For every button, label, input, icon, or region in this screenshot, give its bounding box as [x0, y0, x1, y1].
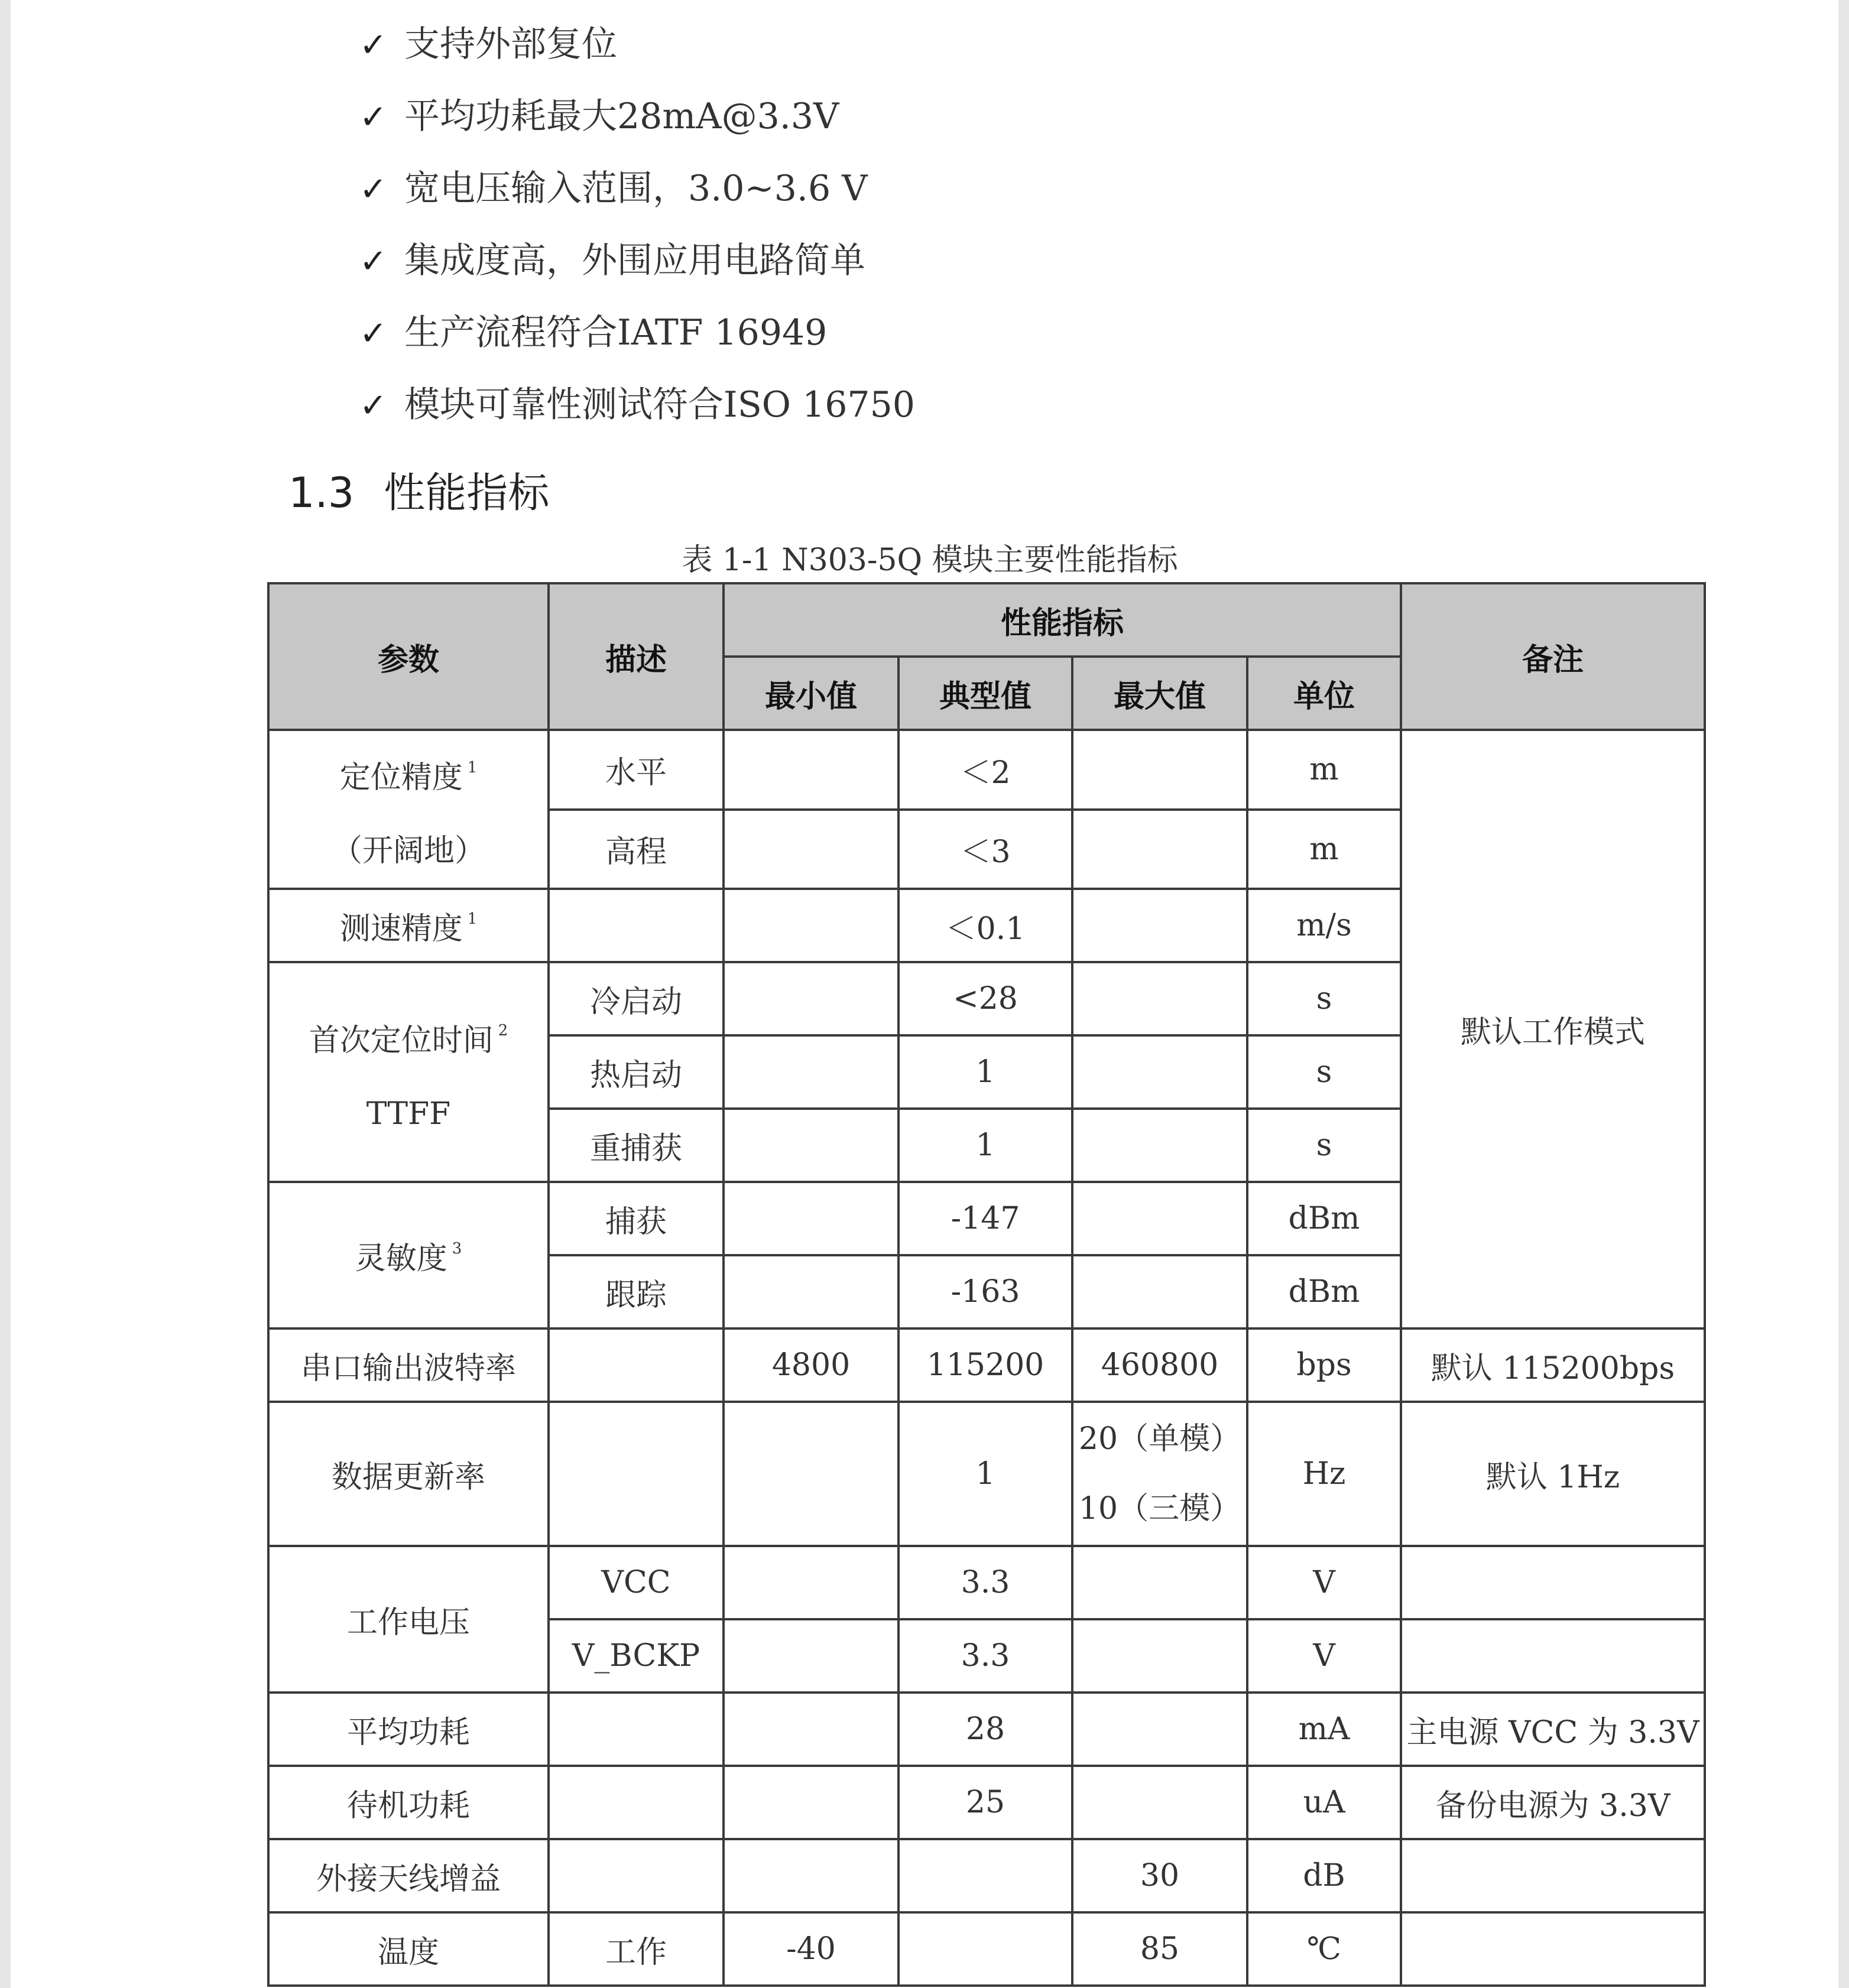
min-cell: [724, 1619, 898, 1693]
max-cell: 85: [1072, 1912, 1247, 1986]
table-row: [268, 1839, 1705, 1912]
unit-cell: ℃: [1247, 1912, 1401, 1986]
header-desc: 描述: [549, 583, 724, 730]
max-cell: [1072, 1109, 1247, 1182]
max-cell: 30: [1072, 1839, 1247, 1912]
unit-cell: bps: [1247, 1328, 1401, 1402]
document-page: [11, 0, 1838, 1988]
param-cell: 首次定位时间 $^2$ TTFF: [268, 962, 549, 1182]
unit-cell: V: [1247, 1546, 1401, 1619]
table-row: [268, 1693, 1705, 1766]
min-cell: -40: [724, 1912, 898, 1986]
feature-item: ✓ 生产流程符合IATF 16949: [359, 306, 915, 378]
section-number: 1.3: [288, 469, 355, 517]
header-note: 备注: [1401, 583, 1705, 730]
desc-cell: V_BCKP: [549, 1619, 724, 1693]
desc-cell: 工作: [549, 1912, 724, 1986]
unit-cell: dB: [1247, 1839, 1401, 1912]
min-cell: [724, 889, 898, 962]
max-cell: [1072, 1619, 1247, 1693]
header-param: 参数: [268, 583, 549, 730]
unit-cell: m/s: [1247, 889, 1401, 962]
feature-item: ✓ 宽电压输入范围，3.0~3.6 V: [359, 162, 915, 234]
feature-item: ✓ 模块可靠性测试符合ISO 16750: [359, 378, 915, 450]
typ-cell: [898, 1912, 1072, 1986]
param-cell: 平均功耗: [268, 1693, 549, 1766]
unit-cell: mA: [1247, 1693, 1401, 1766]
note-cell: 默认工作模式: [1401, 730, 1705, 1328]
desc-cell: 水平: [549, 730, 724, 810]
check-icon: ✓: [359, 26, 387, 64]
param-cell: 灵敏度 $^3$: [268, 1182, 549, 1328]
unit-cell: uA: [1247, 1766, 1401, 1839]
typ-cell: 25: [898, 1766, 1072, 1839]
note-cell: [1401, 1839, 1705, 1912]
param-cell: 工作电压: [268, 1546, 549, 1693]
min-cell: [724, 1109, 898, 1182]
unit-cell: s: [1247, 1109, 1401, 1182]
param-cell: 串口输出波特率: [268, 1328, 549, 1402]
desc-cell: 跟踪: [549, 1255, 724, 1328]
table-row: [268, 1766, 1705, 1839]
table-row: [268, 1546, 1705, 1619]
typ-cell: 1: [898, 1035, 1072, 1109]
header-typ: 典型值: [898, 657, 1072, 730]
desc-cell: 捕获: [549, 1182, 724, 1255]
feature-item: ✓ 集成度高，外围应用电路简单: [359, 234, 915, 306]
max-cell: [1072, 962, 1247, 1035]
check-icon: ✓: [359, 242, 387, 281]
feature-list: [359, 18, 915, 450]
typ-cell: 3.3: [898, 1546, 1072, 1619]
max-cell: 460800: [1072, 1328, 1247, 1402]
check-icon: ✓: [359, 98, 387, 137]
max-cell: [1072, 1182, 1247, 1255]
header-perf: 性能指标: [724, 583, 1401, 657]
desc-cell: [549, 1766, 724, 1839]
feature-item: ✓ 平均功耗最大28mA@3.3V: [359, 90, 915, 162]
spec-table: [267, 582, 1706, 1987]
table-row: [268, 1912, 1705, 1986]
typ-cell: -163: [898, 1255, 1072, 1328]
typ-cell: 1: [898, 1402, 1072, 1546]
section-heading: [288, 460, 549, 519]
typ-cell: [898, 1839, 1072, 1912]
table-row: [268, 1328, 1705, 1402]
header-max: 最大值: [1072, 657, 1247, 730]
typ-cell: 1: [898, 1109, 1072, 1182]
unit-cell: m: [1247, 810, 1401, 889]
note-cell: [1401, 1912, 1705, 1986]
typ-cell: ＜0.1: [898, 889, 1072, 962]
param-cell: 定位精度 $^1$ （开阔地）: [268, 730, 549, 889]
note-cell: [1401, 1546, 1705, 1619]
desc-cell: 高程: [549, 810, 724, 889]
desc-cell: 热启动: [549, 1035, 724, 1109]
min-cell: [724, 730, 898, 810]
min-cell: [724, 1402, 898, 1546]
min-cell: [724, 1255, 898, 1328]
max-cell: [1072, 1766, 1247, 1839]
desc-cell: 重捕获: [549, 1109, 724, 1182]
max-cell: [1072, 1546, 1247, 1619]
typ-cell: -147: [898, 1182, 1072, 1255]
min-cell: [724, 1693, 898, 1766]
note-cell: 主电源 VCC 为 3.3V: [1401, 1693, 1705, 1766]
max-cell: [1072, 1255, 1247, 1328]
typ-cell: 28: [898, 1693, 1072, 1766]
min-cell: 4800: [724, 1328, 898, 1402]
note-cell: 默认 115200bps: [1401, 1328, 1705, 1402]
min-cell: [724, 1035, 898, 1109]
section-title: 性能指标: [384, 469, 550, 517]
check-icon: ✓: [359, 170, 387, 209]
param-cell: 测速精度 $^1$: [268, 889, 549, 962]
feature-item: ✓ 支持外部复位: [359, 18, 915, 90]
min-cell: [724, 1766, 898, 1839]
param-cell: 温度: [268, 1912, 549, 1986]
table-row: [268, 730, 1705, 810]
typ-cell: 115200: [898, 1328, 1072, 1402]
desc-cell: [549, 889, 724, 962]
desc-cell: [549, 1402, 724, 1546]
param-cell: 数据更新率: [268, 1402, 549, 1546]
desc-cell: [549, 1328, 724, 1402]
max-cell: [1072, 1035, 1247, 1109]
note-cell: 默认 1Hz: [1401, 1402, 1705, 1546]
table-header-row: [268, 583, 1705, 657]
desc-cell: VCC: [549, 1546, 724, 1619]
param-cell: 待机功耗: [268, 1766, 549, 1839]
min-cell: [724, 1839, 898, 1912]
min-cell: [724, 1182, 898, 1255]
unit-cell: dBm: [1247, 1182, 1401, 1255]
table-row: [268, 1402, 1705, 1546]
typ-cell: 3.3: [898, 1619, 1072, 1693]
max-cell: [1072, 810, 1247, 889]
typ-cell: ＜3: [898, 810, 1072, 889]
check-icon: ✓: [359, 386, 387, 425]
min-cell: [724, 810, 898, 889]
desc-cell: 冷启动: [549, 962, 724, 1035]
check-icon: ✓: [359, 314, 387, 353]
unit-cell: s: [1247, 1035, 1401, 1109]
desc-cell: [549, 1693, 724, 1766]
unit-cell: V: [1247, 1619, 1401, 1693]
param-cell: 外接天线增益: [268, 1839, 549, 1912]
max-cell: [1072, 1693, 1247, 1766]
desc-cell: [549, 1839, 724, 1912]
table-caption: 表 1-1 N303-5Q 模块主要性能指标: [682, 543, 1178, 578]
unit-cell: Hz: [1247, 1402, 1401, 1546]
min-cell: [724, 962, 898, 1035]
note-cell: [1401, 1619, 1705, 1693]
typ-cell: <28: [898, 962, 1072, 1035]
max-cell: 20（单模） 10（三模）: [1072, 1402, 1247, 1546]
max-cell: [1072, 889, 1247, 962]
typ-cell: ＜2: [898, 730, 1072, 810]
header-min: 最小值: [724, 657, 898, 730]
header-unit: 单位: [1247, 657, 1401, 730]
unit-cell: s: [1247, 962, 1401, 1035]
note-cell: 备份电源为 3.3V: [1401, 1766, 1705, 1839]
unit-cell: dBm: [1247, 1255, 1401, 1328]
min-cell: [724, 1546, 898, 1619]
unit-cell: m: [1247, 730, 1401, 810]
max-cell: [1072, 730, 1247, 810]
